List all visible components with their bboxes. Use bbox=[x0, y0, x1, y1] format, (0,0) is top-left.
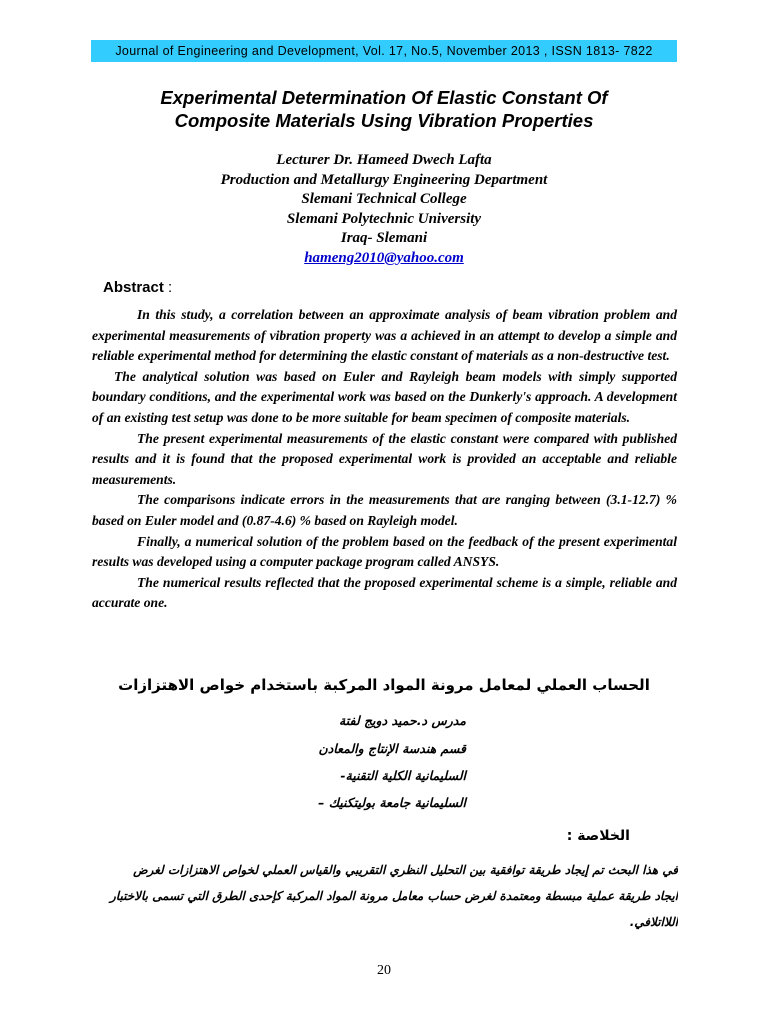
arabic-summary-line-3: اللااتلافي. bbox=[629, 915, 678, 929]
arabic-author-college: السليمانية الكلية التقنية- bbox=[340, 768, 466, 783]
abstract-heading bbox=[103, 279, 172, 296]
abstract-paragraph-5: Finally, a numerical solution of the problem based on the feedback of the present experimental results was developed using a computer package program called ANSYS. bbox=[92, 533, 677, 570]
paper-title bbox=[0, 86, 768, 132]
arabic-summary-heading: الخلاصة : bbox=[566, 828, 630, 844]
arabic-summary bbox=[92, 857, 678, 935]
abstract-paragraph-3: The present experimental measurements of the elastic constant were compared with published results and it is found that the proposed experimental work is provided an acceptable and reliable measurements. bbox=[92, 430, 677, 487]
abstract-heading-colon: : bbox=[163, 279, 173, 296]
arabic-title: الحساب العملي لمعامل مرونة المواد المركبة باستخدام خواص الاهتزازات bbox=[118, 676, 650, 694]
arabic-author-department: قسم هندسة الإنتاج والمعادن bbox=[318, 741, 466, 756]
title-line-2: Composite Materials Using Vibration Properties bbox=[174, 110, 594, 131]
abstract-paragraph-6: The numerical results reflected that the proposed experimental scheme is a simple, reliable and accurate one. bbox=[92, 574, 677, 611]
abstract-paragraph-2: The analytical solution was based on Euler and Rayleigh beam models with simply supported boundary conditions, and the experimental work was based on the Dunkerly's approach. A development of an existing test setup was done to be more suitable for beam specimen of composite materials. bbox=[92, 368, 677, 425]
abstract-paragraph-4: The comparisons indicate errors in the measurements that are ranging between (3.1-12.7) % based on Euler model and (0.87-4.6) % based on Rayleigh model. bbox=[92, 492, 677, 528]
journal-header: Journal of Engineering and Development, Vol. 17, No.5, November 2013 , ISSN 1813- 7822 bbox=[115, 44, 653, 58]
author-block bbox=[0, 151, 768, 268]
author-department: Production and Metallurgy Engineering Department bbox=[220, 171, 548, 188]
author-university: Slemani Polytechnic University bbox=[286, 210, 482, 227]
arabic-summary-line-2: ايجاد طريقة عملية مبسطة ومعتمدة لغرض حساب معامل مرونة المواد المركبة كإحدى الطرق التي تسمى بالاختبار bbox=[110, 889, 678, 903]
author-location: Iraq- Slemani bbox=[340, 230, 428, 246]
arabic-summary-line-1: في هذا البحث تم إيجاد طريقة توافقية بين التحليل النظري التقريبي والقياس العملي لخواص الاهتزازات لغرض bbox=[133, 863, 678, 877]
journal-header-bar bbox=[91, 40, 677, 62]
author-college: Slemani Technical College bbox=[301, 191, 467, 207]
arabic-author-name: مدرس د.حميد دويج لفتة bbox=[339, 713, 466, 728]
abstract-paragraph-1: In this study, a correlation between an approximate analysis of beam vibration problem and experimental measurements of vibration property was a achieved in an attempt to develop a simple and reliable experimental method for determining the elastic constant of materials as a non-destructive test. bbox=[92, 307, 677, 364]
author-name: Lecturer Dr. Hameed Dwech Lafta bbox=[276, 152, 492, 168]
arabic-author-university: السليمانية جامعة بوليتكنيك – bbox=[318, 795, 466, 810]
abstract-heading-label: Abstract bbox=[103, 279, 164, 296]
title-line-1: Experimental Determination Of Elastic Constant Of bbox=[160, 87, 608, 108]
author-email-link[interactable]: hameng2010@yahoo.com bbox=[304, 249, 464, 266]
abstract-body bbox=[92, 305, 677, 614]
page-number: 20 bbox=[377, 963, 391, 978]
